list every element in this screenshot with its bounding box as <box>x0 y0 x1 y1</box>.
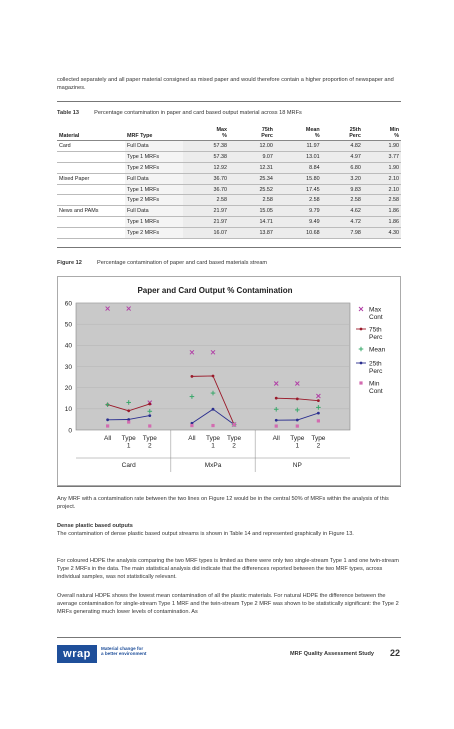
x-tick-label: Type <box>227 435 242 442</box>
data-point-25th-perc <box>148 414 151 417</box>
group-label: MxPa <box>204 462 222 469</box>
data-point-min-cont <box>127 420 130 423</box>
group-label: Card <box>121 462 136 469</box>
page-number: 22 <box>390 648 401 658</box>
cell-value: 21.97 <box>183 206 229 217</box>
footer-document-title: MRF Quality Assessment Study <box>290 651 375 657</box>
cell-material: Card <box>57 141 125 152</box>
table-row <box>57 217 401 228</box>
table-caption-text: Percentage contamination in paper and card based output material across 18 MRFs <box>94 110 302 116</box>
figure-number: Figure 12 <box>57 260 82 266</box>
col-header-mean: Mean % <box>275 126 322 141</box>
table-body <box>57 141 401 239</box>
table-header-row <box>57 126 401 141</box>
cell-mrf-type: Type 1 MRFs <box>125 217 183 228</box>
table-caption <box>57 110 302 116</box>
cell-material <box>57 151 125 162</box>
y-tick-label: 50 <box>64 321 72 329</box>
contamination-chart <box>57 276 401 486</box>
data-point-min-cont <box>211 424 214 427</box>
legend-marker <box>359 381 362 384</box>
cell-value: 4.72 <box>322 217 363 228</box>
col-header-min: Min % <box>363 126 401 141</box>
y-tick-label: 40 <box>64 342 72 350</box>
y-tick-label: 60 <box>64 300 72 308</box>
cell-value: 2.10 <box>363 184 401 195</box>
cell-mrf-type: Full Data <box>125 206 183 217</box>
cell-material <box>57 217 125 228</box>
figure-top-rule <box>57 247 401 248</box>
paragraph-1: Any MRF with a contamination rate between the two lines on Figure 12 would be in the central 50% of MRFs within the analysis of this project. <box>57 496 389 511</box>
x-tick-label: All <box>188 435 196 442</box>
footer-tagline <box>101 646 146 657</box>
footer-tagline-line-2: a better environment <box>101 651 147 657</box>
data-point-75th-perc <box>148 403 151 406</box>
table-row <box>57 141 401 152</box>
x-tick-label: Type <box>290 435 305 442</box>
cell-value: 9.49 <box>275 217 322 228</box>
figure-bottom-rule <box>57 486 401 487</box>
table-row <box>57 206 401 217</box>
cell-mrf-type: Type 1 MRFs <box>125 184 183 195</box>
footer-rule <box>57 637 401 638</box>
legend-label: 75th <box>369 326 382 334</box>
cell-material <box>57 228 125 239</box>
col-header-25th: 25th Perc <box>322 126 363 141</box>
y-tick-label: 0 <box>68 427 72 435</box>
cell-mrf-type: Type 1 MRFs <box>125 151 183 162</box>
cell-value: 57.38 <box>183 151 229 162</box>
table-row <box>57 228 401 239</box>
data-point-min-cont <box>296 424 299 427</box>
cell-value: 21.97 <box>183 217 229 228</box>
cell-value: 11.97 <box>275 141 322 152</box>
wrap-logo: wrap <box>57 645 97 663</box>
data-point-75th-perc <box>212 375 215 378</box>
table-row <box>57 195 401 206</box>
cell-mrf-type: Type 2 MRFs <box>125 195 183 206</box>
cell-value: 36.70 <box>183 184 229 195</box>
y-tick-label: 10 <box>64 406 72 414</box>
cell-value: 57.38 <box>183 141 229 152</box>
cell-value: 1.90 <box>363 162 401 173</box>
data-point-75th-perc <box>296 397 299 400</box>
cell-material: News and PAMs <box>57 206 125 217</box>
cell-value: 15.05 <box>229 206 275 217</box>
cell-mrf-type: Full Data <box>125 141 183 152</box>
cell-material <box>57 162 125 173</box>
cell-value: 2.58 <box>229 195 275 206</box>
legend-marker <box>360 328 363 331</box>
x-tick-label: Type <box>205 435 221 442</box>
data-point-75th-perc <box>191 375 194 378</box>
cell-mrf-type: Full Data <box>125 173 183 184</box>
cell-material <box>57 195 125 206</box>
paragraph-4: Overall natural HDPE shows the lowest mean contamination of all the plastic materials. For natural HDPE the difference between the average contamination for single-stream Type 1 MRF and the twin-stream Type 2 MRF was shown to be statistically significant: the Type 2 MRFs generating much lower levels of contamination. As <box>57 593 399 616</box>
cell-value: 15.80 <box>275 173 322 184</box>
cell-value: 12.92 <box>183 162 229 173</box>
cell-value: 12.31 <box>229 162 275 173</box>
x-tick-label: 1 <box>211 442 215 450</box>
intro-paragraph: collected separately and all paper material consigned as mixed paper and would therefore contain a higher proportion of newspaper and magazines. <box>57 77 394 92</box>
data-point-25th-perc <box>212 408 215 411</box>
cell-material <box>57 184 125 195</box>
data-point-25th-perc <box>296 419 299 422</box>
cell-value: 2.58 <box>322 195 363 206</box>
cell-value: 4.62 <box>322 206 363 217</box>
legend-label: Mean <box>369 346 386 354</box>
x-tick-label: Type <box>142 435 157 442</box>
cell-value: 14.71 <box>229 217 275 228</box>
figure-caption <box>57 260 267 266</box>
x-tick-label: All <box>103 435 112 442</box>
legend-label: Cont <box>369 388 383 395</box>
table-row <box>57 151 401 162</box>
cell-value: 13.01 <box>275 151 322 162</box>
col-header-75th: 75th Perc <box>229 126 275 141</box>
legend-label: Min <box>369 380 380 388</box>
x-tick-label: All <box>272 435 280 442</box>
cell-value: 7.98 <box>322 228 363 239</box>
group-label: NP <box>292 462 302 469</box>
x-tick-label: 2 <box>232 442 236 450</box>
cell-value: 9.79 <box>275 206 322 217</box>
cell-value: 9.83 <box>322 184 363 195</box>
cell-material: Mixed Paper <box>57 173 125 184</box>
data-point-min-cont <box>106 424 109 427</box>
footer-tagline-line-1: Material change for <box>101 646 144 651</box>
data-point-75th-perc <box>317 399 320 402</box>
col-header-max: Max % <box>183 126 229 141</box>
data-point-min-cont <box>148 424 151 427</box>
legend-marker <box>360 362 363 365</box>
x-tick-label: Type <box>121 435 136 442</box>
table-row <box>57 162 401 173</box>
cell-value: 36.70 <box>183 173 229 184</box>
paragraph-3: For coloured HDPE the analysis comparing the two MRF types is limited as there were only two single-stream Type 1 and one twin-stream Type 2 MRFs in the data. The main statistical analysis did indicate that the differences reported between the two MRF types, across individual samples, was not statistically relevant. <box>57 558 399 581</box>
cell-value: 2.10 <box>363 173 401 184</box>
x-tick-label: Type <box>311 435 326 442</box>
data-point-25th-perc <box>275 419 278 422</box>
cell-value: 4.30 <box>363 228 401 239</box>
cell-value: 10.68 <box>275 228 322 239</box>
cell-mrf-type: Type 2 MRFs <box>125 162 183 173</box>
data-point-min-cont <box>190 424 193 427</box>
data-point-min-cont <box>317 419 320 422</box>
col-header-material: Material <box>57 126 125 141</box>
x-tick-label: 1 <box>126 442 131 450</box>
cell-value: 3.77 <box>363 151 401 162</box>
cell-value: 4.97 <box>322 151 363 162</box>
cell-value: 9.07 <box>229 151 275 162</box>
legend-label: Cont <box>369 314 383 321</box>
table-row <box>57 173 401 184</box>
legend-label: Perc <box>369 368 383 375</box>
data-point-min-cont <box>275 424 278 427</box>
x-tick-label: 2 <box>316 442 321 450</box>
cell-value: 17.45 <box>275 184 322 195</box>
table-top-rule <box>57 101 401 102</box>
cell-value: 4.82 <box>322 141 363 152</box>
data-point-75th-perc <box>275 397 278 400</box>
legend-label: Max <box>369 306 382 314</box>
cell-value: 25.34 <box>229 173 275 184</box>
cell-value: 2.58 <box>183 195 229 206</box>
cell-value: 2.58 <box>363 195 401 206</box>
cell-value: 1.86 <box>363 206 401 217</box>
cell-value: 13.87 <box>229 228 275 239</box>
cell-value: 1.86 <box>363 217 401 228</box>
data-point-75th-perc <box>127 409 130 412</box>
cell-mrf-type: Type 2 MRFs <box>125 228 183 239</box>
x-tick-label: 2 <box>147 442 152 450</box>
cell-value: 1.90 <box>363 141 401 152</box>
cell-value: 25.52 <box>229 184 275 195</box>
cell-value: 8.84 <box>275 162 322 173</box>
chart-title: Paper and Card Output % Contamination <box>137 286 293 295</box>
data-point-25th-perc <box>317 412 320 415</box>
y-tick-label: 30 <box>64 363 72 371</box>
cell-value: 12.00 <box>229 141 275 152</box>
legend-label: 25th <box>369 360 382 368</box>
table-number: Table 13 <box>57 110 79 116</box>
cell-value: 3.20 <box>322 173 363 184</box>
data-point-min-cont <box>232 423 235 426</box>
x-tick-label: 1 <box>295 442 300 450</box>
y-tick-label: 20 <box>64 384 72 392</box>
paragraph-2: The contamination of dense plastic based output streams is shown in Table 14 and represented graphically in Figure 13. <box>57 531 354 537</box>
cell-value: 2.58 <box>275 195 322 206</box>
table-row <box>57 184 401 195</box>
legend-label: Perc <box>369 334 383 341</box>
contamination-table <box>57 126 401 239</box>
data-point-25th-perc <box>106 418 109 421</box>
section-heading: Dense plastic based outputs <box>57 523 133 529</box>
cell-value: 16.07 <box>183 228 229 239</box>
col-header-mrf-type: MRF Type <box>125 126 183 141</box>
cell-value: 6.80 <box>322 162 363 173</box>
figure-caption-text: Percentage contamination of paper and card based materials stream <box>97 260 268 266</box>
